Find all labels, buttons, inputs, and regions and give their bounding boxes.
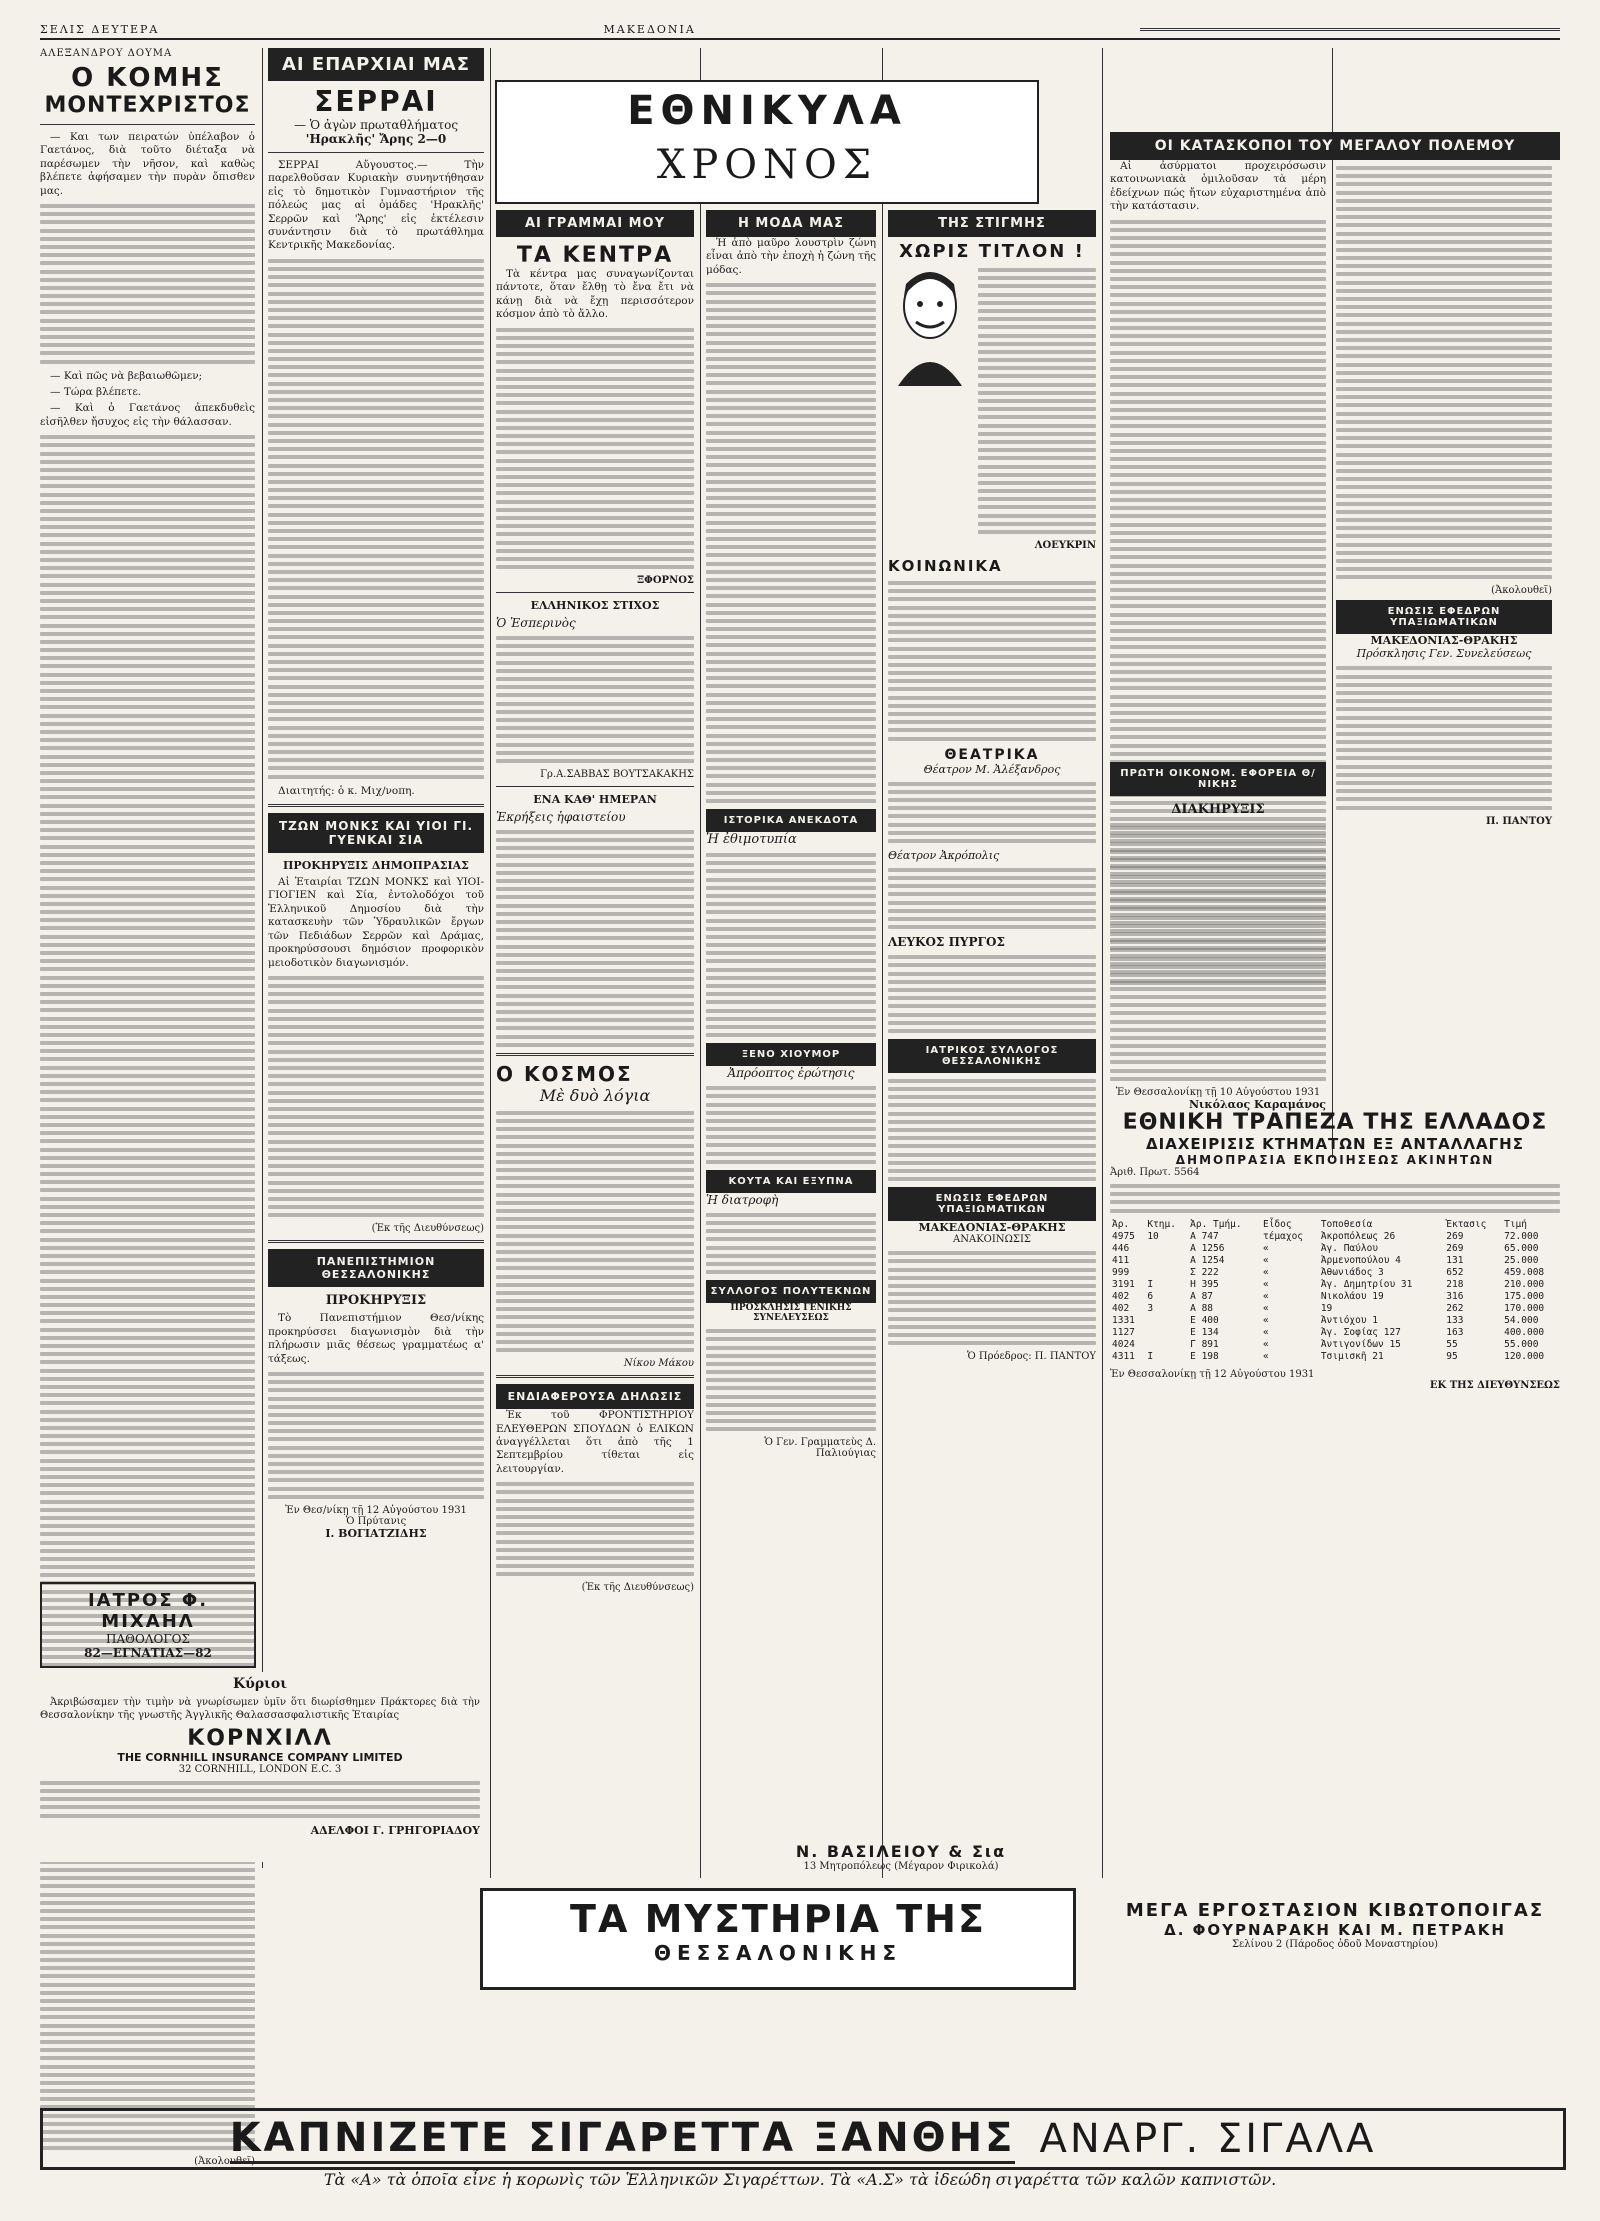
table-row (1110, 1231, 1560, 1243)
column-rule (1102, 48, 1103, 1878)
econ-notice (1110, 762, 1326, 1111)
masthead-right-rule (1140, 28, 1560, 31)
article-paragraph: Αἱ ἀσύρματοι προχειρόσωσιν κατοινωνιακὰ ὁμιλοῦσαν τὰ μέρη ἐδείχνων πώς ἤτων εὐχαριστημένα ἀπὸ τὴν κατάστασιν. (1110, 160, 1326, 213)
union-subtitle: ΜΑΚΕΔΟΝΙΑΣ-ΘΡΑΚΗΣ (1370, 634, 1518, 648)
text-block (706, 1213, 876, 1274)
article-paragraph: Ἡ ἀπὸ μαῦρο λουστρὶν ζώνη εἶναι ἀπὸ τὴν ἐποχὴ ἡ ζώνη τῆς μόδας. (706, 237, 876, 276)
table-row (1110, 1243, 1560, 1255)
column-rule (490, 48, 491, 1878)
table-cell: Νικολάου 19 (1320, 1290, 1384, 1302)
theatre-name: Θέατρον Ἀκρόπολις (888, 848, 1000, 862)
factory-title: ΜΕΓΑ ΕΡΓΟΣΤΑΣΙΟΝ ΚΙΒΩΤΟΠΟΙΓΑΣ (1125, 1900, 1545, 1921)
column-my-letters (496, 210, 694, 1880)
portrait-illustration (888, 266, 972, 386)
column-rule (700, 48, 701, 1878)
world-subtitle: Μὲ δυὸ λόγια (539, 1085, 651, 1105)
table-cell: Ἀγ. Σοφίας 127 (1320, 1326, 1401, 1338)
table-cell: « (1262, 1290, 1269, 1302)
notice-subtitle: ΠΡΟΚΗΡΥΞΙΣ ΔΗΜΟΠΡΑΣΙΑΣ (283, 859, 469, 873)
text-block (496, 1111, 694, 1352)
table-cell: Α 1256 (1190, 1242, 1225, 1254)
table-row (1110, 1267, 1560, 1279)
table-cell: 1127 (1112, 1326, 1135, 1338)
university-subtitle: ΠΡΟΚΗΡΥΞΙΣ (325, 1293, 427, 1309)
verse-header: ΕΛΛΗΝΙΚΟΣ ΣΤΙΧΟΣ (530, 599, 660, 613)
table-row (1110, 1339, 1560, 1351)
text-block (888, 868, 1096, 929)
table-cell: 55.000 (1504, 1338, 1539, 1350)
banner-title: ΕΘΝΙΚΥΛΑ (627, 88, 907, 134)
table-cell: Ἀρμενοπούλου 4 (1320, 1254, 1401, 1266)
table-cell: Ε 134 (1190, 1326, 1219, 1338)
doctor-title: ΠΑΘΟΛΟΓΟΣ (106, 1632, 190, 1646)
divider (40, 124, 255, 125)
table-cell: 25.000 (1504, 1254, 1539, 1266)
table-cell: 1331 (1112, 1314, 1135, 1326)
divider (268, 804, 484, 807)
table-cell: 133 (1446, 1314, 1464, 1326)
table-cell: 652 (1446, 1266, 1464, 1278)
table-cell: Ἀκροπόλεως 26 (1320, 1230, 1396, 1242)
table-cell: Τσιμισκῆ 21 (1320, 1350, 1384, 1362)
text-block (496, 830, 694, 1047)
insurance-text: Ἀκριβώσαμεν τὴν τιμὴν νὰ γνωρίσωμεν ὑμῖν ὅτι διωρίσθημεν Πράκτορες διὰ τὴν Θεσσαλονίκην τῆς γνωστῆς Ἀγγλικῆς Θαλασσασφαλιστικῆς Ἑταιρίας (40, 1697, 480, 1722)
section-header: ΟΙ ΚΑΤΑΣΚΟΠΟΙ ΤΟΥ ΜΕΓΑΛΟΥ ΠΟΛΕΜΟΥ (1110, 132, 1560, 160)
table-cell: 999 (1112, 1266, 1130, 1278)
table-row (1110, 1351, 1560, 1363)
text-block (496, 636, 694, 763)
medical-header: ΙΑΤΡΙΚΟΣ ΣΥΛΛΟΓΟΣ ΘΕΣΣΑΛΟΝΙΚΗΣ (888, 1039, 1096, 1073)
table-cell: « (1262, 1314, 1269, 1326)
table-cell: 10 (1147, 1230, 1159, 1242)
table-cell: 4311 (1112, 1350, 1135, 1362)
portrait-icon (888, 266, 972, 386)
table-cell (1145, 1315, 1188, 1327)
table-row (1110, 1303, 1560, 1315)
table-cell: I (1147, 1350, 1154, 1362)
table-cell: Α 87 (1190, 1290, 1214, 1302)
econ-date: Ἐν Θεσσαλονίκῃ τῇ 10 Αὐγούστου 1931 (1115, 1086, 1321, 1098)
divider (496, 592, 694, 593)
table-row (1110, 1291, 1560, 1303)
text-block (888, 782, 1096, 843)
table-cell: 163 (1446, 1326, 1464, 1338)
doctor-name: ΙΑΤΡΟΣ Φ. ΜΙΧΑΗΛ (87, 1590, 209, 1632)
table-cell: 269 (1446, 1242, 1464, 1254)
shop-ad (706, 1842, 1096, 1882)
daily-title: Ἐκρήξεις ἡφαιστείου (496, 809, 626, 824)
factory-address: Σελίνου 2 (Πάροδος ὁδοῦ Μοναστηρίου) (1231, 1939, 1439, 1950)
bank-subtitle: ΔΙΑΧΕΙΡΙΣΙΣ ΚΤΗΜΑΤΩΝ ΕΞ ΑΝΤΑΛΛΑΓΗΣ (1146, 1135, 1524, 1153)
text-block (268, 1372, 484, 1499)
university-paragraph: Τὸ Πανεπιστήμιον Θεσ/νίκης προκηρύσσει διαγωνισμὸν διὰ τὴν πλήρωσιν μιᾶς θέσεως γραμματέως α' τάξεως. (268, 1312, 484, 1365)
text-block (706, 853, 876, 1037)
table-row (1110, 1327, 1560, 1339)
text-block (888, 1079, 1096, 1181)
table-row (1110, 1255, 1560, 1267)
insurance-agents: ΑΔΕΛΦΟΙ Γ. ΓΡΗΓΟΡΙΑΔΟΥ (310, 1823, 480, 1837)
bank-date: Ἐν Θεσσαλονίκῃ τῇ 12 Αὐγούστου 1931 (1110, 1368, 1315, 1380)
serial-paragraph: — Καὶ πῶς νὰ βεβαιωθῶμεν; (50, 369, 203, 382)
table-cell: Η 395 (1190, 1278, 1219, 1290)
table-cell: 210.000 (1504, 1278, 1545, 1290)
table-cell (1145, 1339, 1188, 1351)
table-cell: « (1262, 1326, 1269, 1338)
social-header: ΚΟΙΝΩΝΙΚΑ (888, 557, 1003, 575)
divider (496, 1053, 694, 1056)
column-rule (262, 48, 263, 1868)
econ-header: ΕΝΩΣΙΣ ΕΦΕΔΡΩΝ ΥΠΑΞΙΩΜΑΤΙΚΩΝ (1336, 600, 1552, 634)
humor-header: ΞΕΝΟ ΧΙΟΥΜΟΡ (706, 1043, 876, 1066)
table-cell: 170.000 (1504, 1302, 1545, 1314)
serial-paragraph: — Καὶ ὁ Γαετάνος ἀπεκδυθεὶς εἰσῆλθεν ἤσυχος εἰς τὴν θάλασσαν. (40, 402, 255, 428)
shop-name: Ν. ΒΑΣΙΛΕΙΟΥ & Σια (795, 1842, 1007, 1861)
club-header: ΣΥΛΛΟΓΟΣ ΠΟΛΥΤΕΚΝΩΝ (706, 1280, 876, 1303)
university-signatory-title: Ὁ Πρύτανις (345, 1515, 407, 1527)
text-block (496, 328, 694, 569)
table-cell: « (1262, 1254, 1269, 1266)
insurance-greeting: Κύριοι (232, 1676, 288, 1692)
cigarette-brand: ΑΝΑΡΓ. ΣΙΓΑΛΑ (1039, 2116, 1377, 2162)
jokes-title: Ἡ διατροφὴ (706, 1192, 779, 1207)
table-cell: 95 (1446, 1350, 1458, 1362)
shop-address: 13 Μητροπόλεως (Μέγαρον Φιρικολά) (803, 1861, 999, 1872)
bank-auction-title: ΔΗΜΟΠΡΑΣΙΑ ΕΚΠΟΙΗΣΕΩΣ ΑΚΙΝΗΤΩΝ (1175, 1153, 1495, 1167)
article-paragraph: Διαιτητής: ὁ κ. Μιχ/νοπη. (278, 784, 415, 797)
table-cell: 3 (1147, 1302, 1154, 1314)
mysteries-banner (480, 1888, 1076, 1990)
cigarette-tagline: Τὰ «Α» τὰ ὁποῖα εἶνε ἡ κορωνὶς τῶν Ἑλληνικῶν Σιγαρέττων. Τὰ «Α.Σ» τὰ ἰδεώδη σιγαρέττα τῶν καλῶν καπνιστῶν. (323, 2170, 1277, 2189)
text-block (888, 581, 1096, 741)
union-title: Πρόσκλησις Γεν. Συνελεύσεως (1356, 647, 1532, 661)
table-cell: 120.000 (1504, 1350, 1545, 1362)
serial-byline: ΑΛΕΞΑΝΔΡΟΥ ΔΟΥΜΑ (40, 48, 173, 59)
jokes-header: ΚΟΥΤΑ ΚΑΙ ΕΞΥΠΝΑ (706, 1170, 876, 1193)
text-block (268, 259, 484, 779)
article-paragraph: ΣΕΡΡΑΙ Αὔγουστος.— Τὴν παρελθοῦσαν Κυριακὴν συνηντήθησαν εἰς τὸ δημοτικὸν Γυμναστήριον τῆς πόλεώς μας αἱ ὁμάδες 'Ηρακλῆς' Σερρῶν καὶ 'Ἄρης' εἰς ἐκτέλεσιν συνάντησιν διὰ τὸ πρωτάθλημα Κεντρικῆς Μακεδονίας. (268, 159, 484, 252)
masthead-page: ΣΕΛΙΣ ΔΕΥΤΕΡΑ (40, 22, 160, 36)
table-cell: 262 (1446, 1302, 1464, 1314)
table-cell: 316 (1446, 1290, 1464, 1302)
table-cell: 54.000 (1504, 1314, 1539, 1326)
divider (268, 152, 484, 153)
sport-subline: — Ὁ ἀγὼν πρωταθλήματος (293, 118, 459, 132)
article-continued: (Ἀκολουθεῖ) (1491, 585, 1552, 597)
table-cell: « (1262, 1302, 1269, 1314)
table-row (1110, 1279, 1560, 1291)
table-header-row (1110, 1219, 1560, 1231)
cigarette-slogan: ΚΑΠΝΙΖΕΤΕ ΣΙΓΑΡΕΤΤΑ ΞΑΝΘΗΣ (230, 2115, 1016, 2164)
theatre-name: Θέατρον Μ. Ἀλέξανδρος (923, 762, 1061, 776)
history-title: Ἡ ἐθιμοτυπία (706, 832, 797, 848)
table-cell: « (1262, 1350, 1269, 1362)
column-moment (888, 210, 1096, 1880)
column-fashion (706, 210, 876, 1880)
university-header: ΠΑΝΕΠΙΣΤΗΜΙΟΝ ΘΕΣΣΑΛΟΝΙΚΗΣ (268, 1249, 484, 1287)
mysteries-title: ΤΑ ΜΥΣΤΗΡΙΑ ΤΗΣ (570, 1897, 986, 1941)
table-cell: Ἀντιόχου 1 (1320, 1314, 1379, 1326)
union-signature: Ὁ Πρόεδρος: Π. ΠΑΝΤΟΥ (967, 1351, 1096, 1363)
cigarette-ad (40, 2108, 1566, 2170)
club-subtitle: ΠΡΟΣΚΛΗΣΙΣ ΓΕΝΙΚΗΣ ΣΥΝΕΛΕΥΣΕΩΣ (730, 1303, 852, 1324)
divider (268, 1240, 484, 1243)
table-cell: Α 1254 (1190, 1254, 1225, 1266)
table-cell: 6 (1147, 1290, 1154, 1302)
text-block (706, 283, 876, 803)
article-byline: ΞΦΟΡΝΟΣ (637, 575, 694, 587)
econ-subtitle: ΔΙΑΚΗΡΥΞΙΣ (1171, 802, 1265, 817)
text-block (1110, 823, 1326, 1081)
notice-header: ΕΝΔΙΑΦΕΡΟΥΣΑ ΔΗΛΩΣΙΣ (496, 1384, 694, 1409)
notice-signature: (Ἐκ τῆς Διευθύνσεως) (581, 1582, 694, 1594)
column-rule (882, 48, 883, 1878)
property-table (1110, 1219, 1560, 1363)
table-cell: 19 (1320, 1302, 1333, 1314)
sport-score: 'Ηρακλῆς' Ἄρης 2—0 (305, 132, 447, 146)
table-cell: « (1262, 1338, 1269, 1350)
table-cell: « (1262, 1278, 1269, 1290)
notice-paragraph: Ἐκ τοῦ ΦΡΟΝΤΙΣΤΗΡΙΟΥ ΕΛΕΥΘΕΡΩΝ ΣΠΟΥΔΩΝ ὁ ΕΛΙΚΩΝ ἀναγγέλλεται ὅτι ἀπὸ τῆς 1 Σεπτεμβρίου τίθεται εἰς λειτουργίαν. (496, 1409, 694, 1475)
union-notice: ΑΝΑΚΟΙΝΩΣΙΣ (953, 1234, 1031, 1246)
serial-paragraph: — Τώρα βλέπετε. (50, 386, 142, 398)
table-cell: 218 (1446, 1278, 1464, 1290)
table-cell (1145, 1243, 1188, 1255)
article-title: ΧΩΡΙΣ ΤΙΤΛΟΝ ! (899, 241, 1085, 262)
article-paragraph: Τὰ κέντρα μας συναγωνίζονται πάντοτε, ὅταν ἔλθῃ τὸ ἔνα ἔτι νὰ κάνῃ διὰ νὰ ἔχῃ περισσότερον κόσμον ἀπὸ τὸ ἄλλο. (496, 268, 694, 321)
table-cell: 402 (1112, 1290, 1130, 1302)
gazette-banner (495, 80, 1039, 204)
table-cell: « (1262, 1242, 1269, 1254)
table-cell: 446 (1112, 1242, 1130, 1254)
text-block (706, 1086, 876, 1164)
text-block (40, 204, 255, 364)
section-header: Η ΜΟΔΑ ΜΑΣ (706, 210, 876, 237)
text-block (268, 976, 484, 1217)
table-cell: 131 (1446, 1254, 1464, 1266)
table-cell: 4024 (1112, 1338, 1135, 1350)
text-block (1336, 166, 1552, 579)
column-header: Ἀρ. Τμήμ. (1190, 1218, 1242, 1230)
econ-signature: Νικόλαος Καραμάνος (1189, 1097, 1326, 1111)
serial-continued: (Ἀκολουθεῖ) (194, 2156, 255, 2168)
insurance-company-address: 32 CORNHILL, LONDON E.C. 3 (178, 1763, 342, 1775)
serial-title-line1: Ο ΚΟΜΗΣ (71, 63, 224, 93)
column-header: Ἐκτασις (1446, 1218, 1487, 1230)
union-header: ΕΝΩΣΙΣ ΕΦΕΔΡΩΝ ΥΠΑΞΙΩΜΑΤΙΚΩΝ (888, 1187, 1096, 1221)
table-cell: « (1262, 1266, 1269, 1278)
text-block (888, 955, 1096, 1033)
masthead (40, 20, 1560, 40)
verse-title: Ὁ Ἑσπερινὸς (496, 616, 576, 631)
city-title: ΣΕΡΡΑΙ (314, 85, 438, 118)
humor-title: Ἀπρόοπτος ἐρώτησις (727, 1066, 855, 1081)
table-cell: Α 747 (1190, 1230, 1219, 1242)
column-header: Τοποθεσία (1320, 1218, 1373, 1230)
masthead-title: ΜΑΚΕΔΟΝΙΑ (603, 22, 696, 36)
table-cell: 400.000 (1504, 1326, 1545, 1338)
table-cell: 4975 (1112, 1230, 1135, 1242)
factory-owners: Δ. ΦΟΥΡΝΑΡΑΚΗ ΚΑΙ Μ. ΠΕΤΡΑΚΗ (1164, 1921, 1506, 1939)
table-cell: Ἀθωνιάδος 3 (1320, 1266, 1384, 1278)
article-title: ΤΑ ΚΕΝΤΡΑ (516, 243, 674, 268)
column-header: Εἶδος (1262, 1218, 1292, 1230)
section-header: ΑΙ ΕΠΑΡΧΙΑΙ ΜΑΣ (268, 48, 484, 81)
tower-header: ΛΕΥΚΟΣ ΠΥΡΓΟΣ (888, 935, 1005, 950)
notice-header: ΤΖΩΝ ΜΟΝΚΣ ΚΑΙ ΥΙΟΙ ΓΙ. ΓΥΕΝΚΑΙ ΣΙΑ (268, 813, 484, 853)
union-signature: Π. ΠΑΝΤΟΥ (1485, 815, 1552, 827)
world-header: Ο ΚΟΣΜΟΣ (496, 1061, 633, 1086)
club-signature: Ὁ Γεν. Γραμματεὺς Δ. Παλιούγιας (764, 1437, 876, 1460)
article-byline: ΛΟΕΥΚΡΙΝ (1034, 540, 1096, 551)
university-date: Ἐν Θεσ/νίκῃ τῇ 12 Αὐγούστου 1931 (285, 1504, 467, 1516)
text-block (496, 1482, 694, 1576)
table-cell (1145, 1267, 1188, 1279)
table-cell: Α 88 (1190, 1302, 1214, 1314)
text-block (1336, 666, 1552, 809)
section-header: ΤΗΣ ΣΤΙΓΜΗΣ (888, 210, 1096, 237)
doctor-ad (40, 1582, 256, 1668)
table-cell: 459.008 (1504, 1266, 1545, 1278)
table-cell: 55 (1446, 1338, 1458, 1350)
column-header: Ἀρ. (1112, 1218, 1130, 1230)
table-cell: 175.000 (1504, 1290, 1545, 1302)
text-block (1110, 1184, 1560, 1213)
table-cell: Γ 891 (1190, 1338, 1219, 1350)
bank-reference: Ἀριθ. Πρωτ. 5564 (1110, 1167, 1200, 1178)
table-cell: 3191 (1112, 1278, 1135, 1290)
table-cell: Ἀγ. Δημητρίου 31 (1320, 1278, 1413, 1290)
table-cell: Ἀντιγονίδων 15 (1320, 1338, 1401, 1350)
table-cell: 269 (1446, 1230, 1464, 1242)
university-signatory: Ι. ΒΟΓΙΑΤΖΙΔΗΣ (325, 1526, 427, 1540)
table-cell: Ἀγ. Παύλου (1320, 1242, 1379, 1254)
theatre-header: ΘΕΑΤΡΙΚΑ (944, 746, 1040, 763)
doctor-address: 82—ΕΓΝΑΤΙΑΣ—82 (84, 1646, 212, 1660)
column-provinces (268, 48, 484, 1678)
table-cell (1145, 1327, 1188, 1339)
bank-notice (1110, 1110, 1560, 1870)
notice-signature: (Ἐκ τῆς Διευθύνσεως) (371, 1223, 484, 1235)
econ-header: ΠΡΩΤΗ ΟΙΚΟΝΟΜ. ΕΦΟΡΕΙΑ Θ/ΝΙΚΗΣ (1110, 762, 1326, 796)
table-cell: τέμαχος (1262, 1230, 1304, 1242)
column-header: Τιμή (1504, 1218, 1527, 1230)
notice-paragraph: Αἱ Ἐταιρίαι ΤΖΩΝ ΜΟΝΚΣ καὶ ΥΙΟΙ-ΓΙΟΓΙΕΝ καὶ Σία, ἐντολοδόχοι τοῦ Ἑλληνικοῦ Δημοσίου διὰ τὴν κατασκευὴν τῶν Ὑδραυλικῶν ἔργων τῶν Πεδιάδων Σερρῶν καὶ Δράμας, προκηρύσσουσι δημόσιον προφορικὸν μειοδοτικὸν διαγωνισμόν. (268, 876, 484, 969)
divider (496, 1375, 694, 1378)
text-block (978, 268, 1096, 534)
serial-paragraph: — Και των πειρατών ὑπέλαβον ὁ Γαετάνος, διὰ τοῦτο διέταξα νὰ παρέσωμεν τὴν νῆσον, καὶ καθὼς βλέπετε ἀφήσαμεν τὴν πυρὰν ὄπισθεν μας. (40, 131, 255, 197)
insurance-company-greek: ΚΟΡΝΧΙΛΛ (187, 1725, 333, 1751)
text-block (40, 1781, 480, 1818)
mysteries-subtitle: ΘΕΣΣΑΛΟΝΙΚΗΣ (653, 1941, 903, 1965)
text-block (706, 1329, 876, 1431)
section-header: ΑΙ ΓΡΑΜΜΑΙ ΜΟΥ (496, 210, 694, 237)
table-cell: 72.000 (1504, 1230, 1539, 1242)
table-cell: Ε 198 (1190, 1350, 1219, 1362)
bank-title: ΕΘΝΙΚΗ ΤΡΑΠΕΖΑ ΤΗΣ ΕΛΛΑΔΟΣ (1122, 1110, 1548, 1135)
daily-header: ΕΝΑ ΚΑΘ' ΗΜΕΡΑΝ (533, 792, 657, 806)
text-block (40, 435, 255, 2150)
bank-signature: ΕΚ ΤΗΣ ΔΙΕΥΘΥΝΣΕΩΣ (1429, 1379, 1560, 1391)
world-signature: Νίκου Μάκου (623, 1358, 694, 1370)
insurance-company-english: THE CORNHILL INSURANCE COMPANY LIMITED (117, 1750, 403, 1764)
table-cell: 402 (1112, 1302, 1130, 1314)
history-header: ΙΣΤΟΡΙΚΑ ΑΝΕΚΔΟΤΑ (706, 809, 876, 832)
table-cell (1145, 1255, 1188, 1267)
table-cell: I (1147, 1278, 1154, 1290)
table-cell: Σ 222 (1190, 1266, 1219, 1278)
serial-title-line2: ΜΟΝΤΕΧΡΙΣΤΟΣ (44, 93, 251, 118)
table-cell: 411 (1112, 1254, 1130, 1266)
table-cell: Ε 400 (1190, 1314, 1219, 1326)
divider (496, 786, 694, 787)
column-header: Κτημ. (1147, 1218, 1176, 1230)
union-subtitle: ΜΑΚΕΔΟΝΙΑΣ-ΘΡΑΚΗΣ (918, 1221, 1066, 1235)
insurance-ad (40, 1672, 480, 1862)
table-row (1110, 1315, 1560, 1327)
factory-ad (1110, 1900, 1560, 1980)
table-cell: 65.000 (1504, 1242, 1539, 1254)
banner-subtitle: ΧΡΟΝΟΣ (656, 142, 878, 188)
text-block (888, 1251, 1096, 1345)
verse-signature: Γρ.Α.ΣΑΒΒΑΣ ΒΟΥΤΣΑΚΑΚΗΣ (540, 768, 694, 780)
